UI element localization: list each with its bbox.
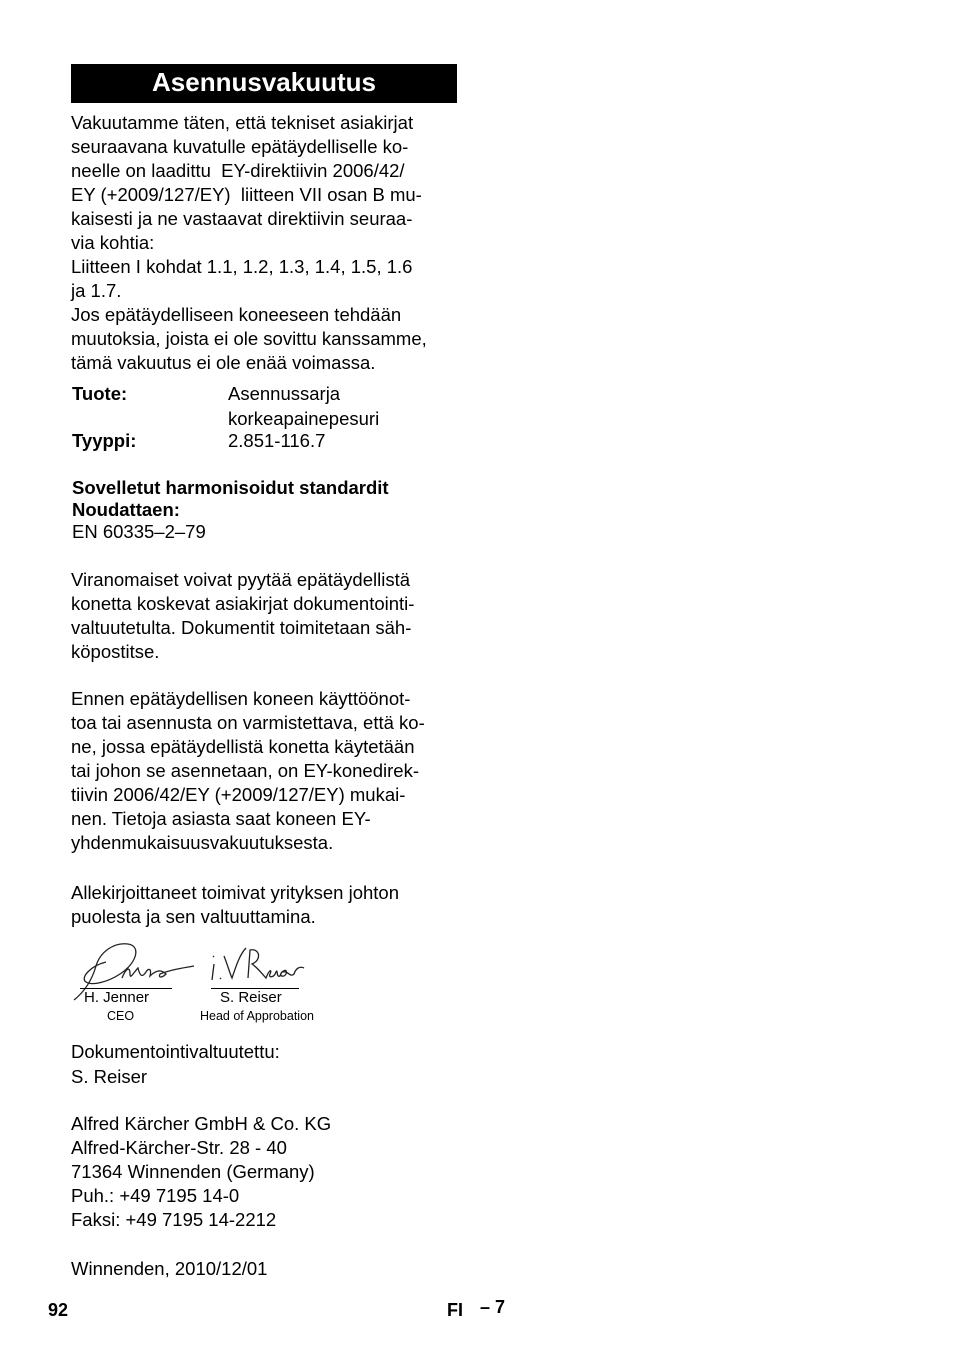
address-line: Faksi: +49 7195 14-2212 bbox=[71, 1209, 277, 1230]
text-line: via kohtia: bbox=[71, 232, 155, 253]
section-page: – 7 bbox=[480, 1297, 506, 1317]
text-line: ja 1.7. bbox=[71, 280, 122, 301]
signatory-name: H. Jenner bbox=[84, 989, 150, 1006]
text-line: neelle on laadittu EY-direktiivin 2006/42/ bbox=[71, 160, 405, 181]
page-number: 92 bbox=[48, 1300, 69, 1320]
address-line: Alfred-Kärcher-Str. 28 - 40 bbox=[71, 1137, 287, 1158]
text-line: Allekirjoittaneet toimivat yrityksen johton bbox=[71, 882, 400, 903]
text-line: toa tai asennusta on varmistettava, että ko- bbox=[71, 712, 425, 733]
text-line: tämä vakuutus ei ole enää voimassa. bbox=[71, 352, 376, 373]
signatory-name: S. Reiser bbox=[220, 989, 282, 1006]
text-line: tiivin 2006/42/EY (+2009/127/EY) mukai- bbox=[71, 784, 406, 805]
text-line: valtuutetulta. Dokumentit toimitetaan säh- bbox=[71, 617, 412, 638]
product-value-cont: korkeapainepesuri bbox=[228, 408, 380, 429]
documentation-name: S. Reiser bbox=[71, 1066, 148, 1087]
text-line: yhdenmukaisuusvakuutuksesta. bbox=[71, 832, 334, 853]
standards-subheading: Noudattaen: bbox=[72, 499, 180, 520]
text-line: Jos epätäydelliseen koneeseen tehdään bbox=[71, 304, 402, 325]
text-line: Viranomaiset voivat pyytää epätäydellistä bbox=[71, 569, 411, 590]
text-line: köpostitse. bbox=[71, 641, 160, 662]
language-code: FI bbox=[447, 1300, 463, 1320]
standards-value: EN 60335–2–79 bbox=[72, 521, 206, 542]
text-line: tai johon se asennetaan, on EY-konedirek- bbox=[71, 760, 419, 781]
documentation-label: Dokumentointivaltuutettu: bbox=[71, 1041, 280, 1062]
text-line: muutoksia, joista ei ole sovittu kanssamme, bbox=[71, 328, 427, 349]
signatory-role: CEO bbox=[107, 1009, 135, 1023]
text-line: puolesta ja sen valtuuttamina. bbox=[71, 906, 316, 927]
text-line: kaisesti ja ne vastaavat direktiivin seuraa- bbox=[71, 208, 413, 229]
type-value: 2.851-116.7 bbox=[228, 430, 326, 451]
page-title: Asennusvakuutus bbox=[71, 64, 457, 103]
signatory-role: Head of Approbation bbox=[200, 1009, 314, 1023]
product-label: Tuote: bbox=[72, 383, 128, 404]
address-line: Puh.: +49 7195 14-0 bbox=[71, 1185, 240, 1206]
text-line: seuraavana kuvatulle epätäydelliselle ko- bbox=[71, 136, 409, 157]
standards-heading: Sovelletut harmonisoidut standardit bbox=[72, 477, 389, 498]
place-date: Winnenden, 2010/12/01 bbox=[71, 1258, 268, 1279]
text-line: nen. Tietoja asiasta saat koneen EY- bbox=[71, 808, 371, 829]
address-line: Alfred Kärcher GmbH & Co. KG bbox=[71, 1113, 332, 1134]
text-line: Ennen epätäydellisen koneen käyttöönot- bbox=[71, 688, 411, 709]
address-line: 71364 Winnenden (Germany) bbox=[71, 1161, 315, 1182]
text-line: Liitteen I kohdat 1.1, 1.2, 1.3, 1.4, 1.5, 1.6 bbox=[71, 256, 413, 277]
text-line: Vakuutamme täten, että tekniset asiakirjat bbox=[71, 112, 414, 133]
signature-reiser-image bbox=[208, 942, 308, 986]
product-value: Asennussarja bbox=[228, 383, 341, 404]
text-line: konetta koskevat asiakirjat dokumentointi- bbox=[71, 593, 415, 614]
type-label: Tyyppi: bbox=[72, 430, 137, 451]
text-line: EY (+2009/127/EY) liitteen VII osan B mu- bbox=[71, 184, 422, 205]
text-line: ne, jossa epätäydellistä konetta käytetään bbox=[71, 736, 415, 757]
